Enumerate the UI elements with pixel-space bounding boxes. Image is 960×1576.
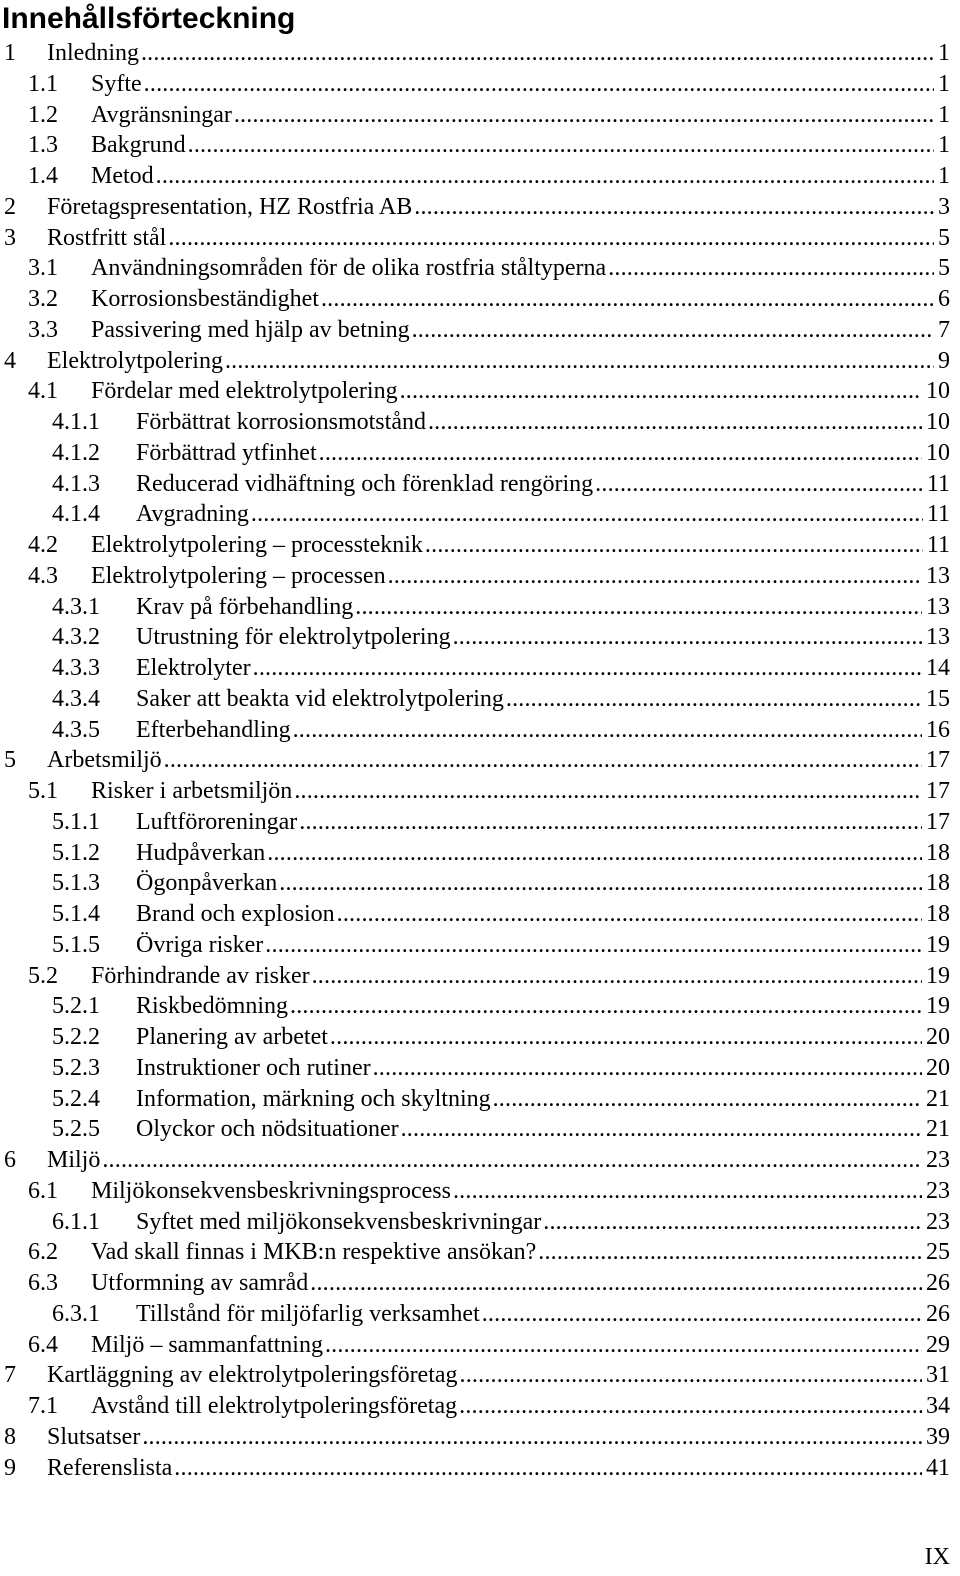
toc-entry[interactable] bbox=[0, 223, 960, 254]
toc-entry[interactable] bbox=[0, 1422, 960, 1453]
toc-entry[interactable] bbox=[0, 653, 960, 684]
toc-entry-label: Referenslista bbox=[47, 1454, 173, 1481]
toc-entry-number: 1.4 bbox=[28, 163, 58, 189]
dot-leader bbox=[453, 622, 922, 653]
toc-entry[interactable] bbox=[0, 161, 960, 192]
toc-entry-page: 11 bbox=[925, 469, 950, 500]
toc-entry-number: 4.3.3 bbox=[52, 655, 100, 681]
toc-entry-page: 10 bbox=[924, 407, 950, 438]
toc-entry-number: 5.2.1 bbox=[52, 993, 100, 1020]
toc-entry-page: 29 bbox=[924, 1330, 950, 1361]
toc-entry-label: Vad skall finnas i MKB:n respektive ansökan? bbox=[91, 1239, 537, 1266]
toc-entry[interactable] bbox=[0, 1022, 960, 1053]
toc-entry-label: Miljökonsekvensbeskrivningsprocess bbox=[91, 1177, 451, 1204]
toc-entry-label: Elektrolytpolering – processteknik bbox=[91, 532, 423, 558]
toc-entry[interactable] bbox=[0, 807, 960, 838]
toc-entry-label: Elektrolytpolering bbox=[47, 347, 223, 374]
toc-entry-page: 1 bbox=[936, 38, 950, 69]
toc-entry-label: Avstånd till elektrolytpoleringsföretag bbox=[91, 1393, 458, 1419]
toc-entry[interactable] bbox=[0, 69, 960, 100]
toc-entry-number: 4.1.2 bbox=[52, 439, 100, 466]
dot-leader bbox=[265, 930, 922, 961]
toc-entry-number: 3.1 bbox=[28, 255, 58, 282]
toc-entry-page: 20 bbox=[924, 1022, 950, 1053]
toc-entry[interactable] bbox=[0, 346, 960, 377]
toc-entry-page: 11 bbox=[925, 530, 950, 561]
toc-entry-number: 4.3 bbox=[28, 562, 58, 589]
toc-entry-label: Tillstånd för miljöfarlig verksamhet bbox=[136, 1300, 480, 1327]
dot-leader bbox=[267, 838, 922, 869]
toc-entry-number: 6.3.1 bbox=[52, 1300, 100, 1327]
toc-entry-number: 3 bbox=[4, 224, 16, 251]
toc-entry[interactable] bbox=[0, 1084, 960, 1115]
dot-leader bbox=[142, 1422, 922, 1453]
toc-entry-number: 4.1 bbox=[28, 378, 58, 405]
toc-entry[interactable] bbox=[0, 1391, 960, 1422]
dot-leader bbox=[459, 1391, 922, 1422]
toc-entry[interactable] bbox=[0, 100, 960, 131]
toc-entry-page: 39 bbox=[924, 1422, 950, 1453]
toc-entry[interactable] bbox=[0, 1176, 960, 1207]
toc-entry-page: 21 bbox=[924, 1114, 950, 1145]
toc-entry-number: 5 bbox=[4, 747, 16, 774]
toc-entry-page: 6 bbox=[936, 284, 950, 315]
toc-entry[interactable] bbox=[0, 776, 960, 807]
dot-leader bbox=[373, 1053, 922, 1084]
toc-entry[interactable] bbox=[0, 745, 960, 776]
dot-leader bbox=[414, 192, 934, 223]
dot-leader bbox=[595, 469, 923, 500]
toc-entry-label: Information, märkning och skyltning bbox=[136, 1085, 491, 1112]
toc-entry-label: Övriga risker bbox=[136, 931, 264, 958]
toc-entry-label: Avgränsningar bbox=[91, 101, 232, 128]
toc-entry-page: 13 bbox=[924, 561, 950, 592]
toc-entry-number: 5.1.5 bbox=[52, 931, 100, 958]
toc-entry-number: 1 bbox=[4, 40, 16, 66]
dot-leader bbox=[312, 961, 922, 992]
dot-leader bbox=[608, 253, 934, 284]
dot-leader bbox=[425, 530, 923, 561]
toc-entry-page: 19 bbox=[924, 991, 950, 1022]
toc-entry[interactable] bbox=[0, 838, 960, 869]
toc-entry-page: 11 bbox=[925, 499, 950, 530]
toc-entry-number: 1.3 bbox=[28, 132, 58, 159]
toc-entry-number: 4 bbox=[4, 347, 16, 374]
toc-entry-page: 18 bbox=[924, 899, 950, 930]
toc-title: Innehållsförteckning bbox=[2, 2, 296, 35]
toc-entry[interactable] bbox=[0, 622, 960, 653]
toc-entry[interactable] bbox=[0, 899, 960, 930]
toc-entry-label: Utrustning för elektrolytpolering bbox=[136, 624, 451, 651]
toc-entry[interactable] bbox=[0, 592, 960, 623]
toc-entry-number: 6.3 bbox=[28, 1270, 58, 1296]
toc-entry-label: Olyckor och nödsituationer bbox=[136, 1116, 399, 1143]
toc-entry-label: Fördelar med elektrolytpolering bbox=[91, 378, 398, 405]
dot-leader bbox=[428, 407, 922, 438]
toc-entry-page: 21 bbox=[924, 1084, 950, 1115]
toc-entry[interactable] bbox=[0, 38, 960, 69]
toc-entry-label: Krav på förbehandling bbox=[136, 593, 354, 620]
dot-leader bbox=[453, 1176, 922, 1207]
dot-leader bbox=[164, 745, 922, 776]
toc-entry[interactable] bbox=[0, 1114, 960, 1145]
toc-entry-label: Riskbedömning bbox=[136, 993, 289, 1020]
dot-leader bbox=[290, 991, 922, 1022]
toc-entry-page: 23 bbox=[924, 1145, 950, 1176]
dot-leader bbox=[293, 715, 922, 746]
toc-entry-page: 17 bbox=[924, 807, 950, 838]
toc-entry[interactable] bbox=[0, 1268, 960, 1299]
dot-leader bbox=[337, 899, 922, 930]
toc-entry-page: 20 bbox=[924, 1053, 950, 1084]
toc-entry-page: 41 bbox=[924, 1453, 950, 1484]
toc-entry-page: 26 bbox=[924, 1299, 950, 1330]
dot-leader bbox=[299, 807, 922, 838]
dot-leader bbox=[330, 1022, 922, 1053]
toc-entry-label: Förhindrande av risker bbox=[91, 962, 310, 989]
toc-entry-number: 5.2.4 bbox=[52, 1085, 100, 1112]
dot-leader bbox=[538, 1237, 922, 1268]
toc-entry-number: 9 bbox=[4, 1454, 16, 1481]
toc-entry[interactable] bbox=[0, 868, 960, 899]
toc-entry-label: Rostfritt stål bbox=[47, 224, 167, 251]
toc-entry-page: 7 bbox=[936, 315, 950, 346]
toc-entry-page: 1 bbox=[936, 69, 950, 100]
dot-leader bbox=[400, 376, 922, 407]
toc-entry-page: 1 bbox=[936, 130, 950, 161]
toc-entry-number: 5.1.3 bbox=[52, 870, 100, 897]
toc-entry-label: Planering av arbetet bbox=[136, 1024, 328, 1050]
toc-entry-page: 10 bbox=[924, 438, 950, 469]
toc-entry-label: Miljö – sammanfattning bbox=[91, 1331, 323, 1358]
toc-entry-label: Metod bbox=[91, 163, 154, 189]
toc-entry-page: 23 bbox=[924, 1176, 950, 1207]
toc-entry-page: 17 bbox=[924, 745, 950, 776]
toc-entry-label: Användningsområden för de olika rostfria ståltyperna bbox=[91, 255, 607, 282]
toc-entry-label: Utformning av samråd bbox=[91, 1270, 309, 1296]
toc-entry-page: 31 bbox=[924, 1360, 950, 1391]
dot-leader bbox=[174, 1453, 922, 1484]
toc-entry-page: 17 bbox=[924, 776, 950, 807]
toc-entry-label: Syftet med miljökonsekvensbeskrivningar bbox=[136, 1208, 542, 1235]
toc-entry-label: Inledning bbox=[47, 40, 139, 66]
toc-entry-label: Risker i arbetsmiljön bbox=[91, 778, 293, 804]
toc-entry[interactable] bbox=[0, 499, 960, 530]
dot-leader bbox=[321, 284, 934, 315]
toc-entry[interactable] bbox=[0, 561, 960, 592]
dot-leader bbox=[325, 1330, 922, 1361]
dot-leader bbox=[102, 1145, 922, 1176]
toc-entry[interactable] bbox=[0, 315, 960, 346]
toc-entry-label: Saker att beakta vid elektrolytpolering bbox=[136, 685, 504, 712]
toc-entry-number: 4.2 bbox=[28, 532, 58, 558]
toc-entry-number: 4.3.5 bbox=[52, 716, 100, 743]
dot-leader bbox=[355, 592, 922, 623]
toc-entry[interactable] bbox=[0, 1360, 960, 1391]
toc-entry-label: Hudpåverkan bbox=[136, 839, 266, 866]
toc-entry-number: 8 bbox=[4, 1423, 16, 1450]
page-number: IX bbox=[924, 1544, 950, 1570]
toc-entry-label: Luftföroreningar bbox=[136, 808, 298, 835]
toc-entry[interactable] bbox=[0, 1053, 960, 1084]
dot-leader bbox=[319, 438, 922, 469]
toc-entry-label: Instruktioner och rutiner bbox=[136, 1054, 371, 1081]
dot-leader bbox=[294, 776, 922, 807]
dot-leader bbox=[141, 38, 934, 69]
dot-leader bbox=[144, 69, 934, 100]
toc-entry-page: 26 bbox=[924, 1268, 950, 1299]
dot-leader bbox=[493, 1084, 922, 1115]
toc-entry-page: 18 bbox=[924, 868, 950, 899]
toc-entry-number: 4.3.2 bbox=[52, 624, 100, 651]
toc-entry-page: 25 bbox=[924, 1237, 950, 1268]
toc-entry-number: 5.1.1 bbox=[52, 808, 100, 835]
toc-entry-number: 5.1 bbox=[28, 778, 58, 804]
toc-entry-number: 1.1 bbox=[28, 70, 58, 97]
toc-entry-number: 4.1.3 bbox=[52, 470, 100, 497]
toc-entry[interactable] bbox=[0, 1145, 960, 1176]
toc-entry[interactable] bbox=[0, 407, 960, 438]
toc-entry-page: 19 bbox=[924, 961, 950, 992]
toc-entry[interactable] bbox=[0, 438, 960, 469]
toc-entry-number: 5.1.2 bbox=[52, 839, 100, 866]
toc-entry-number: 5.2.3 bbox=[52, 1054, 100, 1081]
toc-entry-number: 4.1.4 bbox=[52, 501, 100, 528]
toc-entry-number: 5.2 bbox=[28, 962, 58, 989]
toc-entry[interactable] bbox=[0, 530, 960, 561]
toc-entry-number: 1.2 bbox=[28, 101, 58, 128]
toc-entry-number: 6.4 bbox=[28, 1331, 58, 1358]
dot-leader bbox=[388, 561, 922, 592]
toc-entry-label: Brand och explosion bbox=[136, 901, 335, 927]
toc-entry[interactable] bbox=[0, 1299, 960, 1330]
toc-entry[interactable] bbox=[0, 376, 960, 407]
toc-entry-number: 7.1 bbox=[28, 1393, 58, 1419]
toc-entry[interactable] bbox=[0, 1207, 960, 1238]
toc-entry[interactable] bbox=[0, 469, 960, 500]
toc-entry-page: 10 bbox=[924, 376, 950, 407]
toc-entry-label: Korrosionsbeständighet bbox=[91, 286, 319, 312]
toc-entry[interactable] bbox=[0, 930, 960, 961]
toc-entry-page: 14 bbox=[924, 653, 950, 684]
toc-entry-page: 13 bbox=[924, 622, 950, 653]
toc-entry-label: Kartläggning av elektrolytpoleringsföretag bbox=[47, 1362, 458, 1389]
toc-entry-number: 6 bbox=[4, 1147, 16, 1173]
toc-entry-page: 23 bbox=[924, 1207, 950, 1238]
toc-entry[interactable] bbox=[0, 130, 960, 161]
toc-entry-page: 5 bbox=[936, 253, 950, 284]
toc-entry-page: 9 bbox=[936, 346, 950, 377]
toc-entry-page: 16 bbox=[924, 715, 950, 746]
toc-entry-page: 5 bbox=[936, 223, 950, 254]
dot-leader bbox=[253, 653, 922, 684]
toc-entry[interactable] bbox=[0, 991, 960, 1022]
toc-entry[interactable] bbox=[0, 961, 960, 992]
dot-leader bbox=[401, 1114, 922, 1145]
toc-entry-number: 5.2.2 bbox=[52, 1024, 100, 1050]
toc-entry-number: 2 bbox=[4, 193, 16, 220]
toc-entry-label: Avgradning bbox=[136, 501, 249, 528]
toc-entry[interactable] bbox=[0, 1453, 960, 1484]
toc-entry-page: 34 bbox=[924, 1391, 950, 1422]
toc-entry-label: Elektrolyter bbox=[136, 655, 251, 681]
dot-leader bbox=[225, 346, 934, 377]
toc-entry-page: 13 bbox=[924, 592, 950, 623]
toc-entry-label: Förbättrad ytfinhet bbox=[136, 439, 317, 466]
toc-entry[interactable] bbox=[0, 1237, 960, 1268]
dot-leader bbox=[168, 223, 934, 254]
toc-entry-number: 5.2.5 bbox=[52, 1116, 100, 1143]
toc-entry[interactable] bbox=[0, 1330, 960, 1361]
toc-entry[interactable] bbox=[0, 715, 960, 746]
toc-entry-number: 4.3.4 bbox=[52, 685, 100, 712]
toc-entry-page: 3 bbox=[936, 192, 950, 223]
dot-leader bbox=[412, 315, 934, 346]
dot-leader bbox=[460, 1360, 922, 1391]
dot-leader bbox=[310, 1268, 922, 1299]
dot-leader bbox=[279, 868, 922, 899]
dot-leader bbox=[188, 130, 934, 161]
dot-leader bbox=[156, 161, 934, 192]
toc-entry-number: 6.1 bbox=[28, 1177, 58, 1204]
toc-entry-label: Bakgrund bbox=[91, 132, 186, 159]
toc-entry-page: 19 bbox=[924, 930, 950, 961]
toc-entry-page: 1 bbox=[936, 161, 950, 192]
toc-entry-number: 4.3.1 bbox=[52, 593, 100, 620]
toc-entry-number: 3.2 bbox=[28, 286, 58, 312]
dot-leader bbox=[506, 684, 922, 715]
toc-entry-label: Efterbehandling bbox=[136, 716, 291, 743]
toc-entry-label: Miljö bbox=[47, 1147, 101, 1173]
toc-entry[interactable] bbox=[0, 192, 960, 223]
toc-entry-page: 18 bbox=[924, 838, 950, 869]
dot-leader bbox=[234, 100, 934, 131]
toc-entry-label: Syfte bbox=[91, 70, 142, 97]
toc-entry[interactable] bbox=[0, 684, 960, 715]
toc-entry[interactable] bbox=[0, 253, 960, 284]
toc-entry-label: Ögonpåverkan bbox=[136, 870, 278, 897]
toc-entry-number: 5.1.4 bbox=[52, 901, 100, 927]
toc-entry[interactable] bbox=[0, 284, 960, 315]
toc-entry-number: 7 bbox=[4, 1362, 16, 1389]
dot-leader bbox=[543, 1207, 922, 1238]
toc-entry-label: Reducerad vidhäftning och förenklad rengöring bbox=[136, 470, 594, 497]
toc-entry-number: 6.1.1 bbox=[52, 1208, 100, 1235]
toc-entry-number: 3.3 bbox=[28, 316, 58, 343]
toc-entry-label: Slutsatser bbox=[47, 1423, 141, 1450]
toc-entry-number: 4.1.1 bbox=[52, 409, 100, 435]
toc-entry-label: Passivering med hjälp av betning bbox=[91, 316, 410, 343]
dot-leader bbox=[482, 1299, 922, 1330]
toc-entry-page: 15 bbox=[924, 684, 950, 715]
toc-entry-label: Förbättrat korrosionsmotstånd bbox=[136, 409, 426, 435]
toc-entry-label: Företagspresentation, HZ Rostfria AB bbox=[47, 193, 413, 220]
toc-entry-label: Arbetsmiljö bbox=[47, 747, 162, 774]
dot-leader bbox=[251, 499, 923, 530]
toc-entry-number: 6.2 bbox=[28, 1239, 58, 1266]
toc-entry-label: Elektrolytpolering – processen bbox=[91, 562, 386, 589]
toc-entry-page: 1 bbox=[936, 100, 950, 131]
